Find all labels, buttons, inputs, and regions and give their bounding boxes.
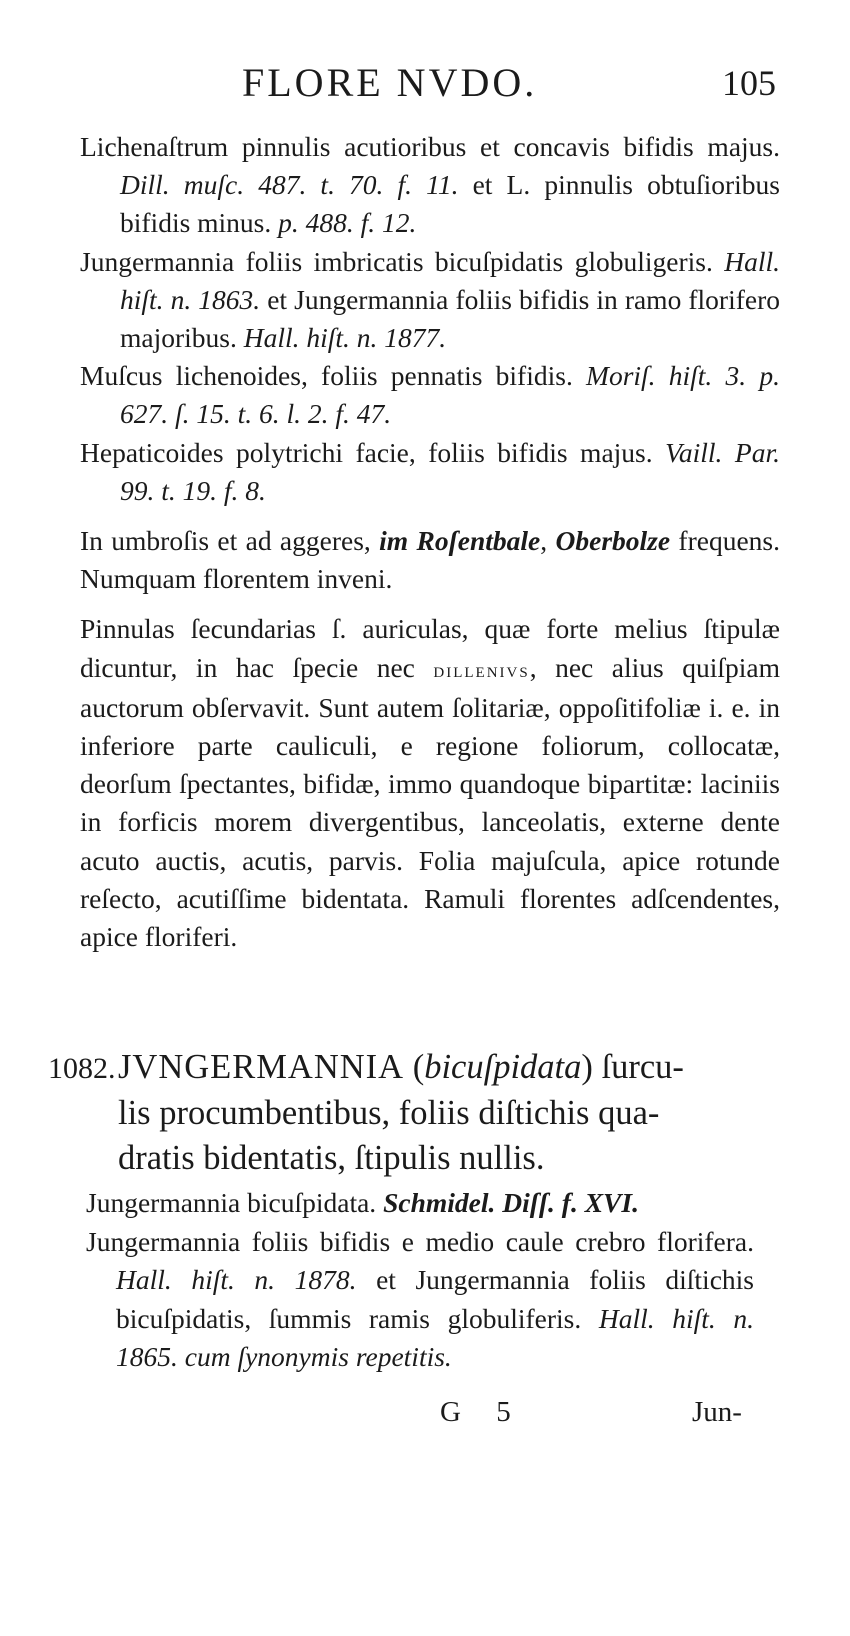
catchword: Jun- bbox=[692, 1396, 742, 1428]
species-heading-line bbox=[48, 1045, 790, 1091]
punctuation: ) bbox=[581, 1048, 602, 1086]
habitat-text: frequens. Numquam florentem inveni. bbox=[80, 525, 780, 595]
synonym-reference: Moriſ. hiſt. 3. p. 627. ſ. 15. t. 6. l. 2. f. 47. bbox=[120, 360, 780, 430]
synonym-text: et Jungermannia foliis diſtichis bicuſpidatis, ſummis ramis globuliferis. bbox=[116, 1264, 754, 1334]
synonym-reference: Hall. hiſt. n. 1865. cum ſynonymis repetitis. bbox=[116, 1302, 754, 1372]
diagnosis-text: ſurcu- bbox=[601, 1048, 684, 1086]
punctuation: ( bbox=[404, 1048, 425, 1086]
synonym-entry bbox=[86, 1223, 754, 1377]
habitat-text: In umbroſis et ad aggeres, bbox=[80, 525, 380, 557]
synonym-text: et L. pinnulis obtuſioribus bifidis minus. bbox=[120, 169, 780, 239]
synonym-reference: Schmidel. Diſſ. f. XVI. bbox=[383, 1187, 639, 1218]
habitat-paragraph bbox=[80, 522, 780, 598]
species-heading-line: lis procumbentibus, foliis diſtichis qua- bbox=[118, 1094, 660, 1132]
synonym-text: Muſcus lichenoides, foliis pennatis bifidis. bbox=[80, 360, 587, 392]
synonym-text: Hepaticoides polytrichi facie, foliis bifidis majus. bbox=[80, 436, 666, 468]
signature-mark: G 5 bbox=[440, 1396, 525, 1428]
synonym-text: Lichenaſtrum pinnulis acutioribus et concavis bifidis majus. bbox=[80, 131, 780, 162]
synonym-reference: Hall. hiſt. n. 1878. bbox=[116, 1264, 357, 1295]
synonym-reference: Hall. hiſt. n. 1863. bbox=[120, 245, 780, 315]
habitat-place: im Roſentbale bbox=[379, 525, 541, 557]
synonym-reference: Dill. muſc. 487. t. 70. f. 11. bbox=[120, 169, 459, 201]
species-synonyms bbox=[86, 1184, 754, 1377]
synonym-text: Jungermannia foliis imbricatis bicuſpidatis globuligeris. bbox=[80, 245, 725, 277]
description-text: Pinnulas ſecundarias ſ. auriculas, quæ forte melius ſtipulæ dicuntur, in hac ſpecie nec bbox=[80, 613, 780, 683]
species-heading-line: dratis bidentatis, ſtipulis nullis. bbox=[118, 1139, 545, 1177]
habitat-text: , bbox=[540, 525, 556, 557]
synonym-entry bbox=[80, 128, 780, 243]
synonym-entry bbox=[80, 434, 780, 510]
synonym-text: et Jungermannia foliis bifidis in ramo florifero majoribus. bbox=[120, 283, 781, 354]
synonym-text: Jungermannia bicuſpidata. bbox=[86, 1187, 384, 1218]
description-text: , nec alius quiſpiam auctorum obſervavit. Sunt autem ſolitariæ, oppoſitifoliæ i. e. in inferiore parte cauliculi, e regione foliorum, collocatæ, deorſum ſpectantes, bifidæ, immo quandoque bipartitæ: laciniis in forficis morem divergentibus, lanceolatis, externe dente acuto auctis, acutis, parvis. Folia majuſcula, apice rotunde reſecto, acutiſſime bidentata. Ramuli florentes adſcendentes, apice floriferi. bbox=[80, 651, 780, 953]
synonym-reference: p. 488. f. 12. bbox=[278, 207, 417, 239]
species-heading bbox=[48, 1045, 790, 1181]
habitat-place: Oberbolze bbox=[555, 525, 671, 557]
page-header bbox=[0, 58, 850, 108]
synonym-reference: Hall. hiſt. n. 1877. bbox=[243, 322, 447, 354]
page-footer bbox=[0, 1392, 850, 1432]
synonym-entry bbox=[80, 243, 780, 358]
synonym-text: Jungermannia foliis bifidis e medio caule crebro florifera. bbox=[86, 1225, 754, 1257]
running-head: FLORE NVDO. bbox=[242, 60, 538, 105]
synonym-entry bbox=[80, 357, 780, 433]
synonym-reference: Vaill. Par. 99. t. 19. f. 8. bbox=[120, 436, 780, 506]
genus-name: JVNGERMANNIA bbox=[118, 1048, 405, 1086]
author-name: dillenivs bbox=[433, 656, 530, 682]
species-epithet: bicuſpidata bbox=[424, 1048, 582, 1086]
page-number: 105 bbox=[722, 63, 776, 103]
species-number: 1082. bbox=[48, 1052, 116, 1085]
synonym-entry bbox=[86, 1184, 754, 1223]
main-text bbox=[80, 128, 780, 956]
description-paragraph bbox=[80, 610, 780, 956]
